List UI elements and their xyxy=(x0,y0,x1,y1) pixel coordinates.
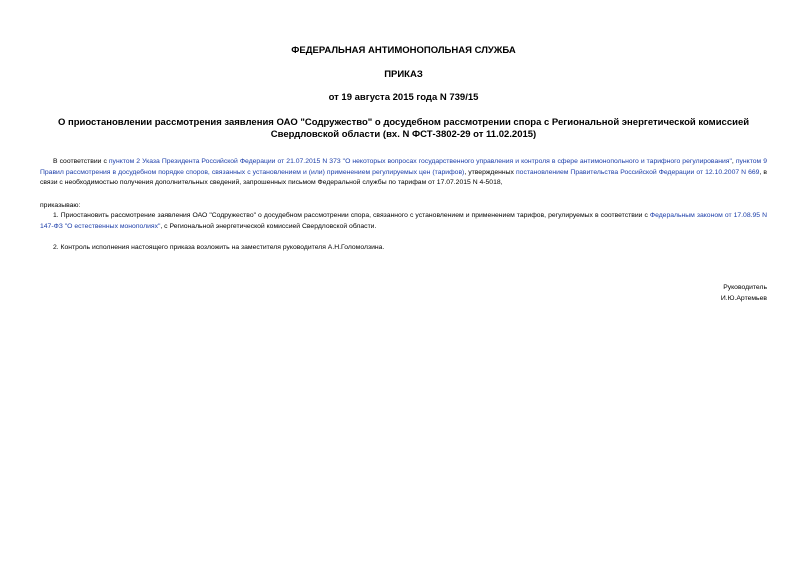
federal-law-link[interactable]: Федеральным законом от 17.08.95 N 147-ФЗ "О естественных монополиях" xyxy=(40,212,767,230)
document-date-number: от 19 августа 2015 года N 739/15 xyxy=(328,92,479,103)
decree-link[interactable]: пунктом 2 Указа Президента Российской Федерации от 21.07.2015 N 373 "О некоторых вопросах государственного управления и контроля в сфере антимонопольного и тарифного регулирования" xyxy=(108,158,732,165)
basis-text-1: В соответствии с xyxy=(53,158,109,165)
basis-text-3: , утвержденных xyxy=(464,168,516,176)
item1-text-1: 1. Приостановить рассмотрение заявления ОАО "Содружество" о досудебном рассмотрении спора, связанного с установлением и применением тарифов, регулируемых в соответствии с xyxy=(53,212,650,219)
document-type-heading: ПРИКАЗ xyxy=(384,69,423,80)
basis-text-2: , xyxy=(731,158,736,165)
order-item-1 xyxy=(40,211,767,232)
document-subject: О приостановлении рассмотрения заявления ОАО "Содружество" о досудебном рассмотрении спора с Региональной энергетической комиссией Свердловской области (вх. N ФСТ-3802-29 от 11.02.2015) xyxy=(57,117,750,140)
signatory-position: Руководитель xyxy=(723,284,767,291)
rules-link[interactable]: пунктом 9 Правил рассмотрения в досудебном порядке споров, связанных с установлением и (или) применением регулируемых цен (тарифов) xyxy=(40,158,768,176)
order-item-2: 2. Контроль исполнения настоящего приказа возложить на заместителя руководителя А.Н.Голомолзина. xyxy=(53,244,385,251)
basis-text-4: , в связи с необходимостью получения дополнительных сведений, запрошенных письмом Федеральной службы по тарифам от 17.07.2015 N 4-5018, xyxy=(40,168,768,186)
basis-paragraph xyxy=(40,157,767,189)
order-word: приказываю: xyxy=(40,202,81,209)
resolution-link[interactable]: постановлением Правительства Российской Федерации от 12.10.2007 N 669 xyxy=(515,168,760,176)
agency-heading: ФЕДЕРАЛЬНАЯ АНТИМОНОПОЛЬНАЯ СЛУЖБА xyxy=(291,45,516,56)
signatory-name: И.Ю.Артемьев xyxy=(720,295,767,302)
item1-text-2: , с Региональной энергетической комиссией Свердловской области. xyxy=(160,222,377,230)
